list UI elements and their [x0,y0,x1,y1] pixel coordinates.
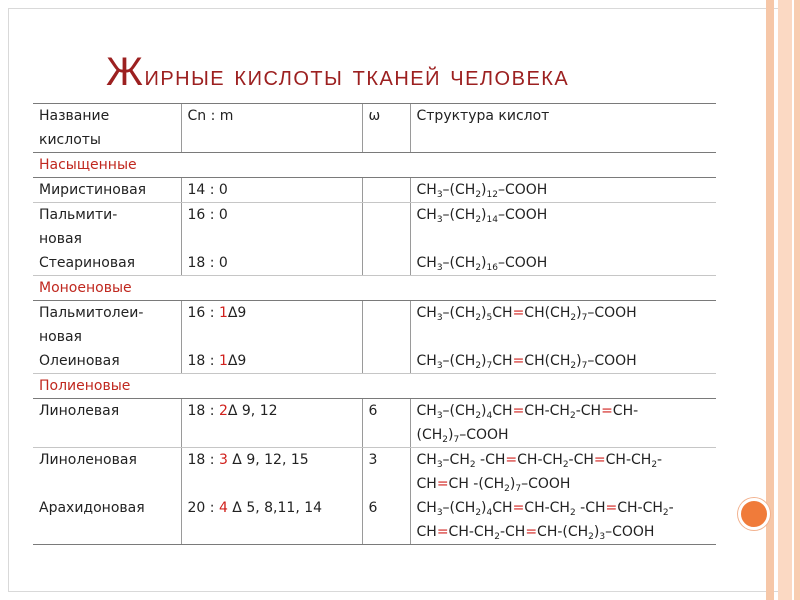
cell-name: Миристиновая [33,178,181,203]
row-stearic [33,251,716,276]
row-palmitoleic [33,301,716,350]
cell-cnm: 20 : 4 Δ 5, 8,11, 14 [181,496,362,545]
cell-formula: $CH_3-(CH_2)_5CH=CH(CH_2)_7$–COOH [410,301,716,350]
section-saturated: Насыщенные [33,153,716,178]
cell-omega [362,349,410,374]
cell-name: Пальмитолеи- новая [39,305,144,345]
cell-formula: $CH_3-(CH_2)_7CH=CH(CH_2)_7$–COOH [410,349,716,374]
cell-formula: $CH_3-(CH_2)_4CH=CH-CH_2-CH=CH-$ $(CH_2)_7$–COOH [410,399,716,448]
cell-name: Олеиновая [33,349,181,374]
cell-name: Линолевая [33,399,181,448]
cell-omega [362,251,410,276]
cell-cnm: 18 : 3 Δ 9, 12, 15 [181,448,362,497]
title-rest: ирные кислоты тканей человека [144,60,570,91]
cell-omega [362,178,410,203]
fatty-acids-table [33,103,716,545]
title-initial: Ж [106,50,145,94]
decor-stripe [778,0,792,600]
cell-name: Линоленовая [39,452,137,468]
header-row [33,104,716,153]
cell-omega: 3 [362,448,410,497]
cell-name: Арахидоновая [33,496,181,545]
row-myristic [33,178,716,203]
row-oleic [33,349,716,374]
cell-name: Стеариновая [33,251,181,276]
cell-cnm: 16 : 0 [181,203,362,252]
row-linoleic [33,399,716,448]
header-cnm: Cn : m [181,104,362,153]
section-monoenoic: Моноеновые [33,276,716,301]
cell-omega [362,301,410,350]
row-linolenic [33,448,716,497]
header-structure: Структура кислот [410,104,716,153]
cell-cnm: 18 : 1Δ9 [181,349,362,374]
cell-omega: 6 [362,496,410,545]
row-palmitic [33,203,716,252]
cell-omega [362,203,410,252]
cell-name: Пальмити- новая [39,207,118,247]
cell-cnm: 18 : 2Δ 9, 12 [181,399,362,448]
cell-cnm: 18 : 0 [181,251,362,276]
cell-omega: 6 [362,399,410,448]
decor-stripe [794,0,800,600]
cell-cnm: 16 : 1Δ9 [181,301,362,350]
header-name: Название кислоты [33,104,181,153]
slide-title [106,50,706,95]
cell-cnm: 14 : 0 [181,178,362,203]
cell-formula: $CH_3-(CH_2)_{16}$–COOH [410,251,716,276]
cell-formula: $CH_3-CH_2$ $-CH=CH-CH_2-CH=CH-CH_2-$ CH=CH $-(CH_2)_7$–COOH [410,448,716,497]
header-omega: ω [362,104,410,153]
section-polyenoic: Полиеновые [33,374,716,399]
accent-circle [738,498,770,530]
row-arachidonic [33,496,716,545]
cell-formula: $CH_3-(CH_2)_{12}$–COOH [410,178,716,203]
cell-formula: $CH_3-(CH_2)_{14}$–COOH [410,203,716,252]
cell-formula: $CH_3-(CH_2)_4CH=CH-CH_2$ $-CH=CH-CH_2-$ $CH=CH-CH_2-CH=CH-(CH_2)_3$–COOH [410,496,716,545]
